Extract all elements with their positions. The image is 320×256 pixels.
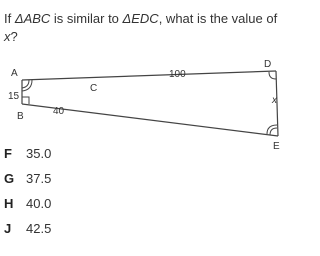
question-text [4, 10, 286, 46]
vertex-label-e: E [273, 141, 280, 152]
vertex-label-a: A [11, 68, 18, 79]
choice-value: 42.5 [26, 220, 52, 236]
question-part-2: is similar to [50, 11, 123, 26]
side-label-cd: 100 [169, 69, 186, 80]
choice-value: 35.0 [26, 145, 52, 161]
choice-letter: H [4, 195, 14, 211]
variable-x: x [4, 29, 11, 44]
choice-f[interactable] [4, 143, 51, 163]
triangles-figure [0, 52, 290, 152]
vertex-label-c: C [90, 83, 98, 94]
choice-g[interactable] [4, 168, 51, 188]
choice-letter: F [4, 145, 12, 161]
question-part-4: ? [10, 29, 18, 44]
side-label-ab: 15 [8, 91, 20, 102]
answer-choices [4, 143, 51, 243]
choice-h[interactable] [4, 193, 51, 213]
triangle-edc: ΔEDC [122, 11, 159, 26]
segment-ac-cd [22, 71, 276, 80]
vertex-label-d: D [264, 59, 272, 70]
choice-letter: G [4, 170, 15, 186]
angle-mark-e-1 [270, 128, 277, 135]
choice-j[interactable] [4, 218, 51, 238]
question-part-1: If [4, 11, 15, 26]
vertex-label-b: B [17, 111, 24, 122]
side-label-bc: 40 [53, 106, 65, 117]
side-label-de: x [272, 95, 277, 106]
triangle-abc: ΔABC [14, 11, 51, 26]
choice-value: 37.5 [26, 170, 52, 186]
angle-mark-a-1 [22, 80, 29, 88]
choice-letter: J [4, 220, 12, 236]
right-angle-b [22, 97, 29, 104]
choice-value: 40.0 [26, 195, 52, 211]
question-part-3: , what is the value of [158, 11, 278, 26]
